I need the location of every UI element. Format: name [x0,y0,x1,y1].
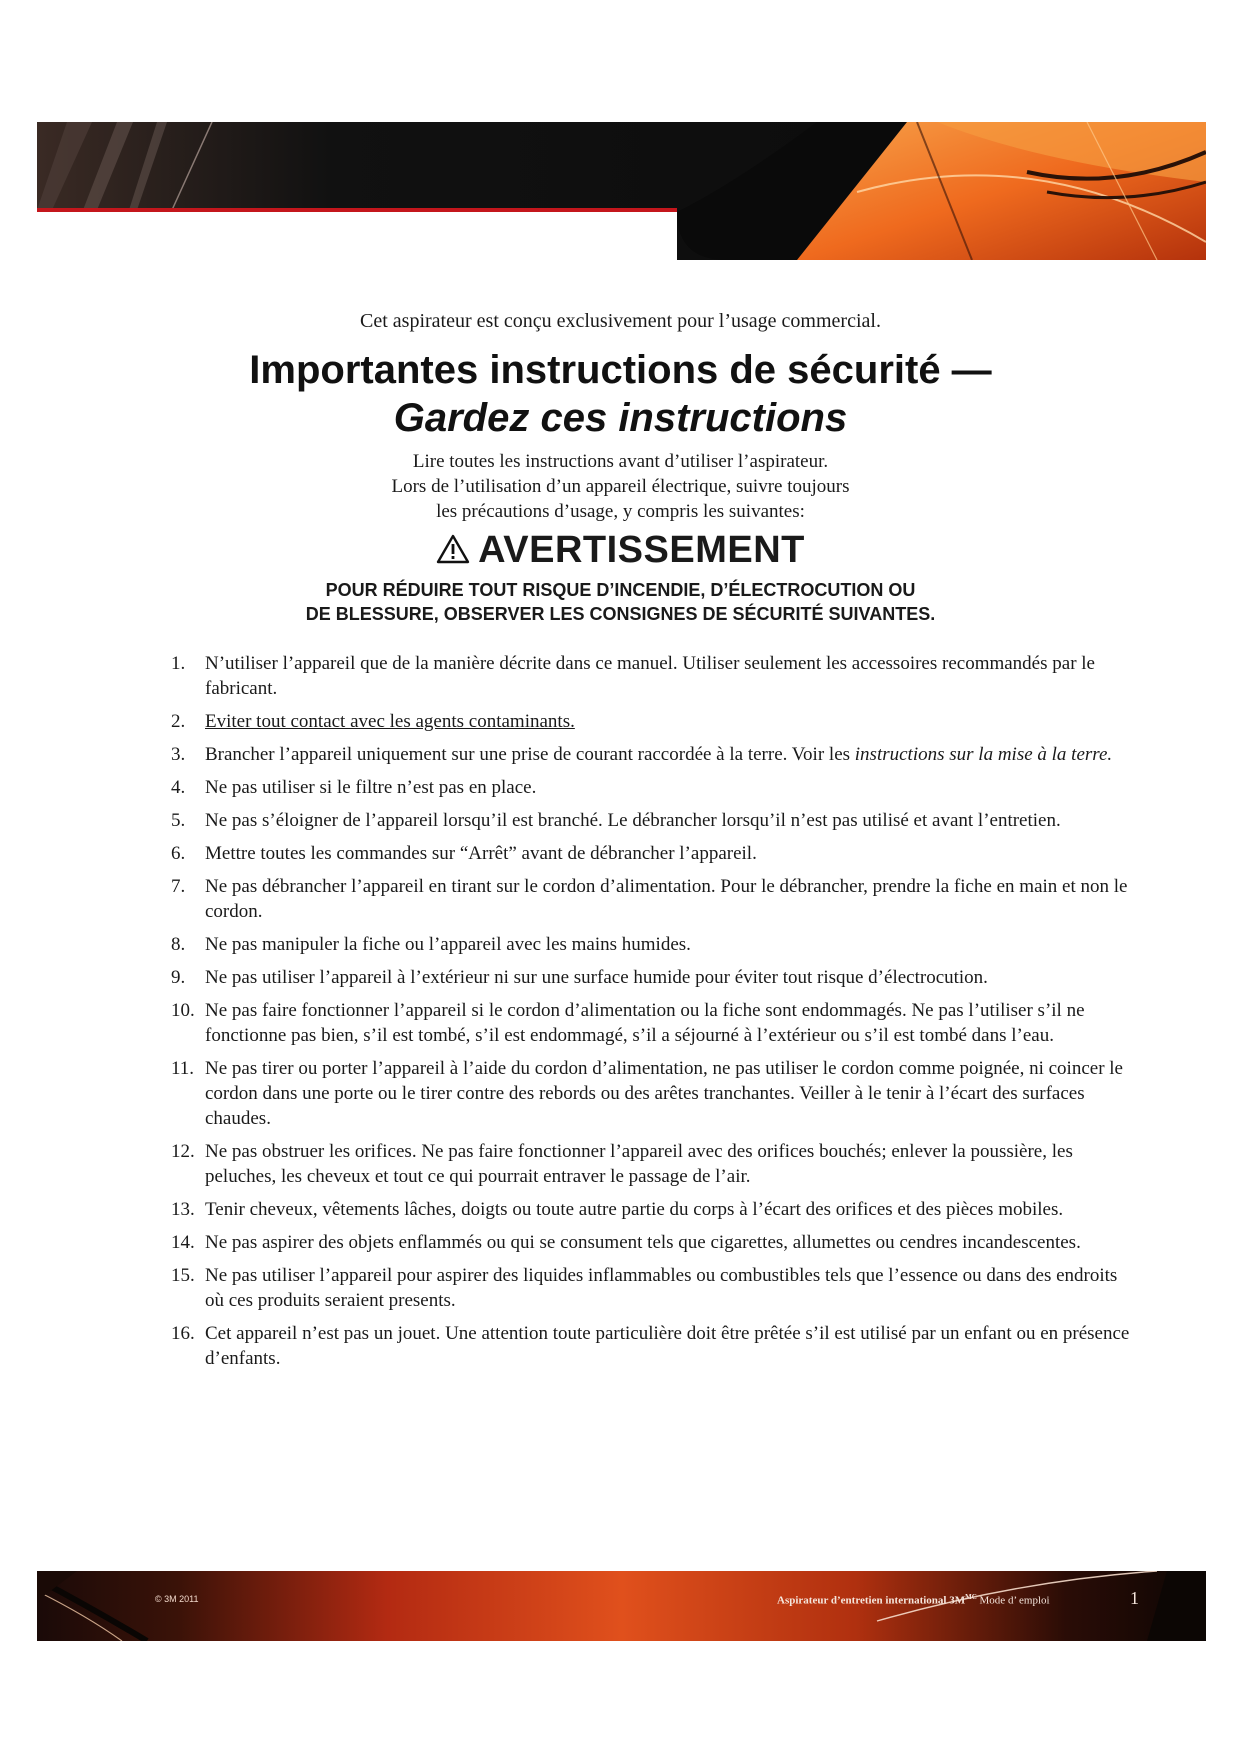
list-item: 11. Ne pas tirer ou porter l’appareil à l’aide du cordon d’alimentation, ne pas utiliser le cordon comme poignée, ni coincer le cordon dans une porte ou le tirer contre des rebords ou des arêtes tranchantes. Veiller à le tenir à l’écart des surfaces chaudes. [171,1058,1123,1129]
warning-heading [0,528,1241,572]
footer-document-title: Aspirateur d’entretien international $3M^{MC}$ Mode d’ emploi [777,1593,1050,1607]
warning-sub-line-2: DE BLESSURE, OBSERVER LES CONSIGNES DE SÉCURITÉ SUIVANTES. [305,604,936,624]
list-item: 5. Ne pas s’éloigner de l’appareil lorsqu’il est branché. Le débrancher lorsqu’il n’est pas utilisé et avant l’entretien. [171,810,1061,831]
lead-line-1: Lire toutes les instructions avant d’utiliser l’aspirateur. [412,451,829,472]
intro-text: Cet aspirateur est conçu exclusivement pour l’usage commercial. [360,310,881,332]
warning-subheading [0,578,1241,626]
list-item: 2. Eviter tout contact avec les agents contaminants. [171,711,575,732]
list-item: 8. Ne pas manipuler la fiche ou l’appareil avec les mains humides. [171,934,691,955]
list-item: 7. Ne pas débrancher l’appareil en tirant sur le cordon d’alimentation. Pour le débrancher, prendre la fiche en main et non le cordon. [171,876,1128,922]
list-item: 3. Brancher l’appareil uniquement sur une prise de courant raccordée à la terre. Voir les instructions sur la mise à la terre. [171,744,1113,765]
footer-banner [37,1571,1206,1641]
list-item: 13. Tenir cheveux, vêtements lâches, doigts ou toute autre partie du corps à l’écart des orifices et des pièces mobiles. [171,1199,1064,1220]
header-banner-graphic [37,122,1206,260]
list-item: 12. Ne pas obstruer les orifices. Ne pas faire fonctionner l’appareil avec des orifices bouchés; enlever la poussière, les peluches, les cheveux et tout ce qui pourrait entraver le passage de l’air. [171,1141,1073,1187]
list-item: 14. Ne pas aspirer des objets enflammés ou qui se consument tels que cigarettes, allumettes ou cendres incandescentes. [171,1232,1081,1253]
footer-copyright: © 3M 2011 [155,1594,199,1604]
lead-line-3: les précautions d’usage, y compris les suivantes: [436,501,805,522]
header-banner [37,122,1206,260]
warning-triangle-icon [436,534,470,564]
page-title [0,346,1241,442]
list-item: 9. Ne pas utiliser l’appareil à l’extérieur ni sur une surface humide pour éviter tout risque d’électrocution. [171,967,988,988]
list-item: 10. Ne pas faire fonctionner l’appareil si le cordon d’alimentation ou la fiche sont endommagés. Ne pas l’utiliser s’il ne fonctionne pas bien, s’il est tombé, s’il est endommagé, s’il a séjourné à l’extérieur ou s’il est tombé dans l’eau. [171,1000,1085,1046]
list-item: 16. Cet appareil n’est pas un jouet. Une attention toute particulière doit être prêtée s’il est utilisé par un enfant ou en présence d’enfants. [171,1323,1130,1369]
list-item: 6. Mettre toutes les commandes sur “Arrêt” avant de débrancher l’appareil. [171,843,757,864]
list-item: 15. Ne pas utiliser l’appareil pour aspirer des liquides inflammables ou combustibles tels que l’essence ou dans des endroits où ces produits seraient presents. [171,1265,1118,1311]
warning-label: AVERTISSEMENT [478,529,805,571]
lead-paragraph [0,449,1241,524]
safety-instructions-list [171,651,1141,1379]
lead-line-2: Lors de l’utilisation d’un appareil électrique, suivre toujours [391,476,850,497]
list-item: 4. Ne pas utiliser si le filtre n’est pas en place. [171,777,537,798]
title-line-2: Gardez ces instructions [393,396,848,440]
title-line-1: Importantes instructions de sécurité — [249,348,992,392]
page-number: 1 [1130,1588,1139,1608]
warning-sub-line-1: POUR RÉDUIRE TOUT RISQUE D’INCENDIE, D’ÉLECTROCUTION OU [325,580,916,600]
list-item: 1. N’utiliser l’appareil que de la manière décrite dans ce manuel. Utiliser seulement les accessoires recommandés par le fabricant. [171,653,1095,699]
